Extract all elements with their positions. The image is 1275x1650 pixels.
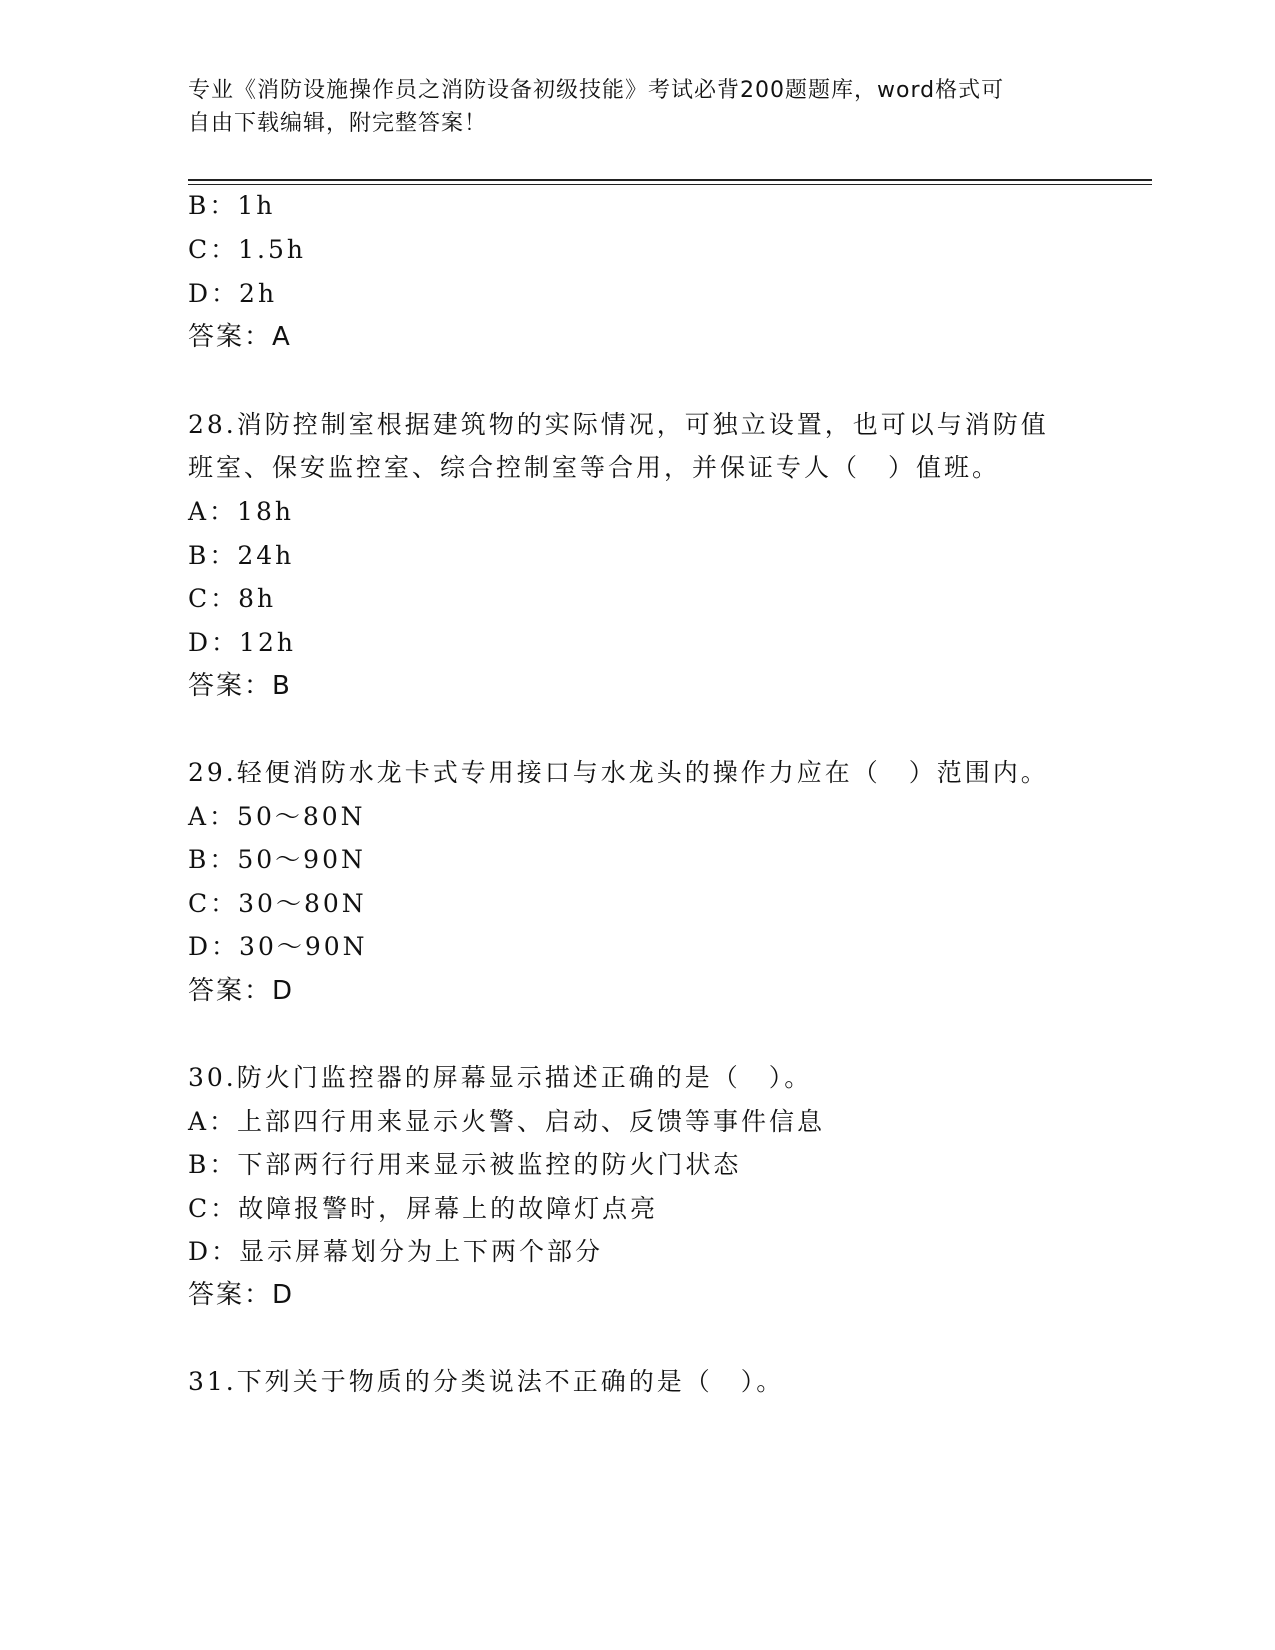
- q30-option-b: B：下部两行行用来显示被监控的防火门状态: [188, 1150, 742, 1179]
- q28-option-c: C：8h: [188, 584, 277, 613]
- q30-answer: 答案：D: [188, 1280, 295, 1310]
- q29-option-a: A：50～80N: [188, 802, 366, 831]
- q31-stem-line-1: 31.下列关于物质的分类说法不正确的是（ ）。: [188, 1367, 785, 1396]
- q30-option-a: A：上部四行用来显示火警、启动、反馈等事件信息: [188, 1107, 826, 1136]
- q29-option-c: C：30～80N: [188, 889, 367, 918]
- q28-option-b: B：24h: [188, 541, 295, 570]
- header-title-line-2: 自由下载编辑，附完整答案！: [188, 111, 488, 136]
- q29-answer: 答案：D: [188, 976, 295, 1006]
- header-divider-thick: [188, 179, 1152, 181]
- q29-option-b: B：50～90N: [188, 845, 366, 874]
- q27-answer: 答案：A: [188, 322, 292, 352]
- header-divider-thin: [188, 184, 1152, 185]
- q28-stem-line-2: 班室、保安监控室、综合控制室等合用，并保证专人（ ）值班。: [188, 453, 1001, 482]
- q27-option-c: C：1.5h: [188, 235, 306, 264]
- q29-option-d: D：30～90N: [188, 932, 368, 961]
- q27-option-d: D：2h: [188, 279, 278, 308]
- q28-option-d: D：12h: [188, 628, 296, 657]
- q30-option-d: D：显示屏幕划分为上下两个部分: [188, 1237, 604, 1266]
- q28-option-a: A：18h: [188, 497, 294, 526]
- q30-stem-line-1: 30.防火门监控器的屏幕显示描述正确的是（ ）。: [188, 1063, 813, 1092]
- q30-option-c: C：故障报警时，屏幕上的故障灯点亮: [188, 1194, 659, 1223]
- q27-option-b: B：1h: [188, 191, 276, 220]
- q28-answer: 答案：B: [188, 671, 292, 701]
- q29-stem-line-1: 29.轻便消防水龙卡式专用接口与水龙头的操作力应在（ ）范围内。: [188, 758, 1049, 787]
- header-title-line-1: 专业《消防设施操作员之消防设备初级技能》考试必背200题题库，word格式可: [188, 78, 1005, 103]
- page-header: [188, 74, 1088, 140]
- q28-stem-line-1: 28.消防控制室根据建筑物的实际情况，可独立设置，也可以与消防值: [188, 410, 1049, 439]
